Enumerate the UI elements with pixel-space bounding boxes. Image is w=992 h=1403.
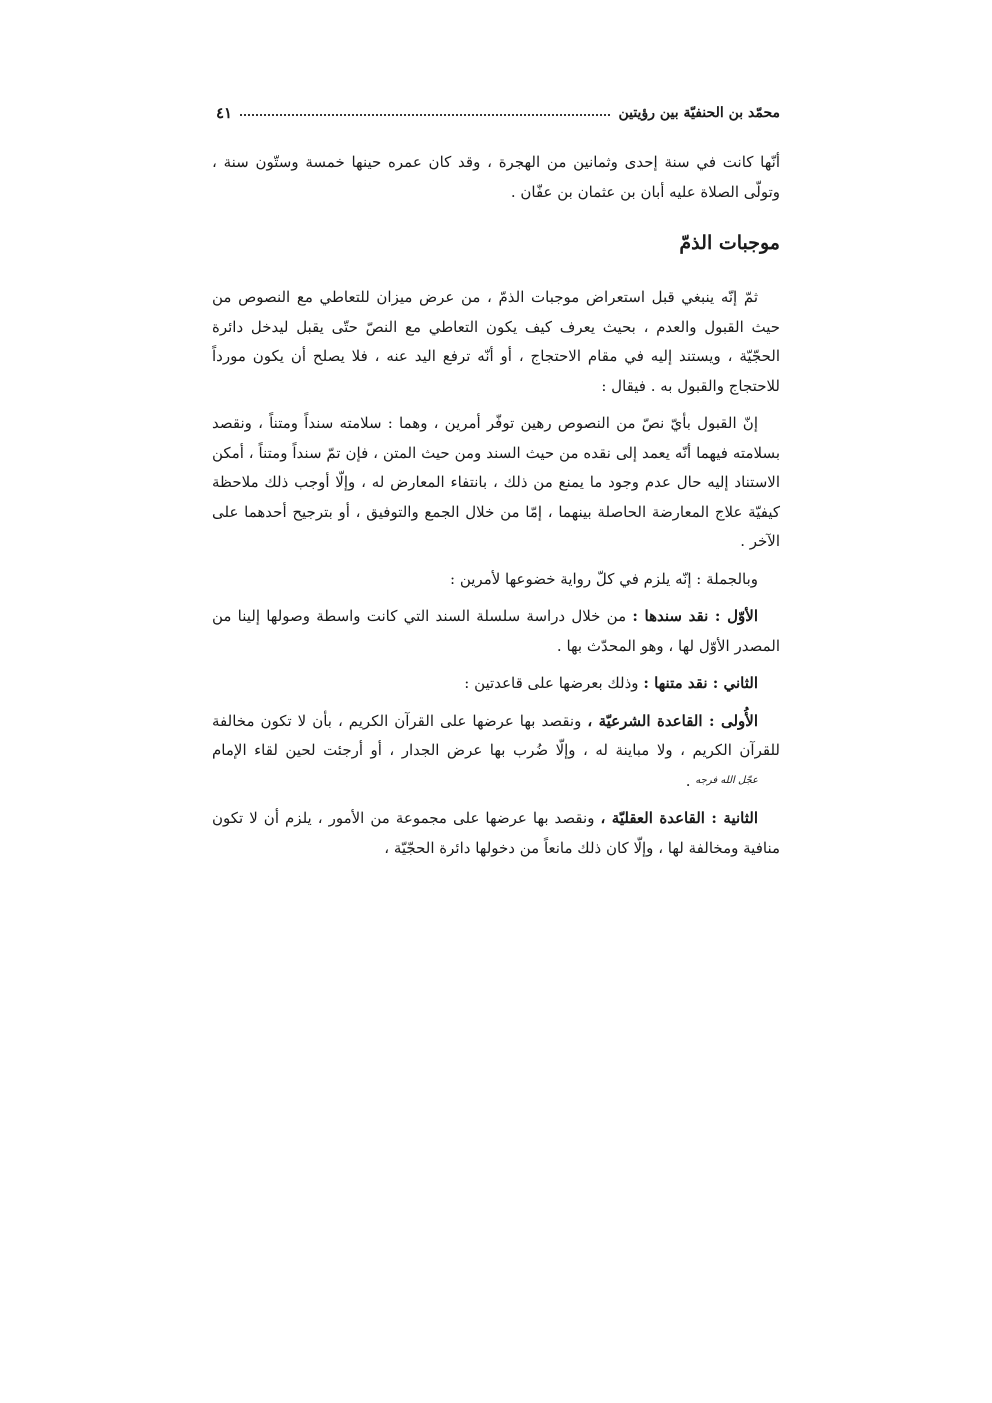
reason-rule-label: الثانية : القاعدة العقليّة ، xyxy=(600,809,758,827)
first-criterion-label: الأوّل : نقد سندها : xyxy=(632,607,758,625)
paragraph-first-criterion xyxy=(212,602,780,661)
sharia-rule-text: ونقصد بها عرضها على القرآن الكريم ، بأن لا تكون مخالفة للقرآن الكريم ، ولا مباينة له ، وإلّا ضُرب بها عرض الجدار ، أو أرجئت لحين لقاء الإمام xyxy=(212,711,780,759)
paragraph-sharia-rule xyxy=(212,707,780,797)
paragraph-reason-rule xyxy=(212,804,780,863)
running-header xyxy=(212,96,780,130)
leader-dots xyxy=(240,114,610,116)
paragraph-1: ثمّ إنّه ينبغي قبل استعراض موجبات الذمّ ، من عرض ميزان للتعاطي مع النصوص من حيث القبول والعدم ، بحيث يعرف كيف يكون التعاطي مع النصّ حتّى يقبل ليدخل دائرة الحجّيّة ، ويستند إليه في مقام الاحتجاج ، أو أنّه ترفع اليد عنه ، فلا يصلح أن يكون مورداً للاحتجاج والقبول به . فيقال : xyxy=(212,288,780,395)
blessing-glyph: عجّل الله فرجه xyxy=(695,774,758,786)
sharia-rule-label: الأُولى : القاعدة الشرعيّة ، xyxy=(587,711,758,730)
paragraph-2: إنّ القبول بأيّ نصّ من النصوص رهين توفّر أمرين ، وهما : سلامته سنداً ومتناً ، ونقصد بسلامته فيهما أنّه يعمد إلى نقده من حيث السند ومن حيث المتن ، فإن تمّ سنداً ومتناً ، أمكن الاستناد إليه حال عدم وجود ما يمنع من ذلك ، بانتفاء المعارض له ، وإلّا أوجب ذلك ملاحظة كيفيّة علاج المعارضة الحاصلة بينهما ، إمّا من خلال الجمع والتوفيق ، أو بترجيح أحدهما على الآخر . xyxy=(212,414,780,550)
second-criterion-label: الثاني : نقد متنها : xyxy=(643,674,758,692)
paragraph-3: وبالجملة : إنّه يلزم في كلّ رواية خضوعها لأمرين : xyxy=(450,569,758,588)
second-criterion-text: وذلك بعرضها على قاعدتين : xyxy=(464,674,644,692)
reason-rule-text: ونقصد بها عرضها على مجموعة من الأمور ، يلزم أن لا تكون منافية ومخالفة لها ، وإلّا كان ذلك مانعاً من دخولها دائرة الحجّيّة ، xyxy=(212,809,780,857)
section-heading: موجبات الذمّ xyxy=(679,232,780,254)
first-criterion-text: من خلال دراسة سلسلة السند التي كانت واسطة وصولها إلينا من المصدر الأوّل لها ، وهو المحدّث بها . xyxy=(212,607,780,655)
sharia-rule-end: . xyxy=(685,771,696,790)
running-title: محمّد بن الحنفيّة بين رؤيتين xyxy=(618,105,780,121)
page-number: ٤١ xyxy=(216,104,233,122)
paragraph-second-criterion xyxy=(212,669,780,699)
intro-paragraph: أنّها كانت في سنة إحدى وثمانين من الهجرة ، وقد كان عمره حينها خمسة وستّون سنة ، وتولّى الصلاة عليه أبان بن عثمان بن عفّان . xyxy=(212,153,780,201)
book-page xyxy=(212,96,780,871)
